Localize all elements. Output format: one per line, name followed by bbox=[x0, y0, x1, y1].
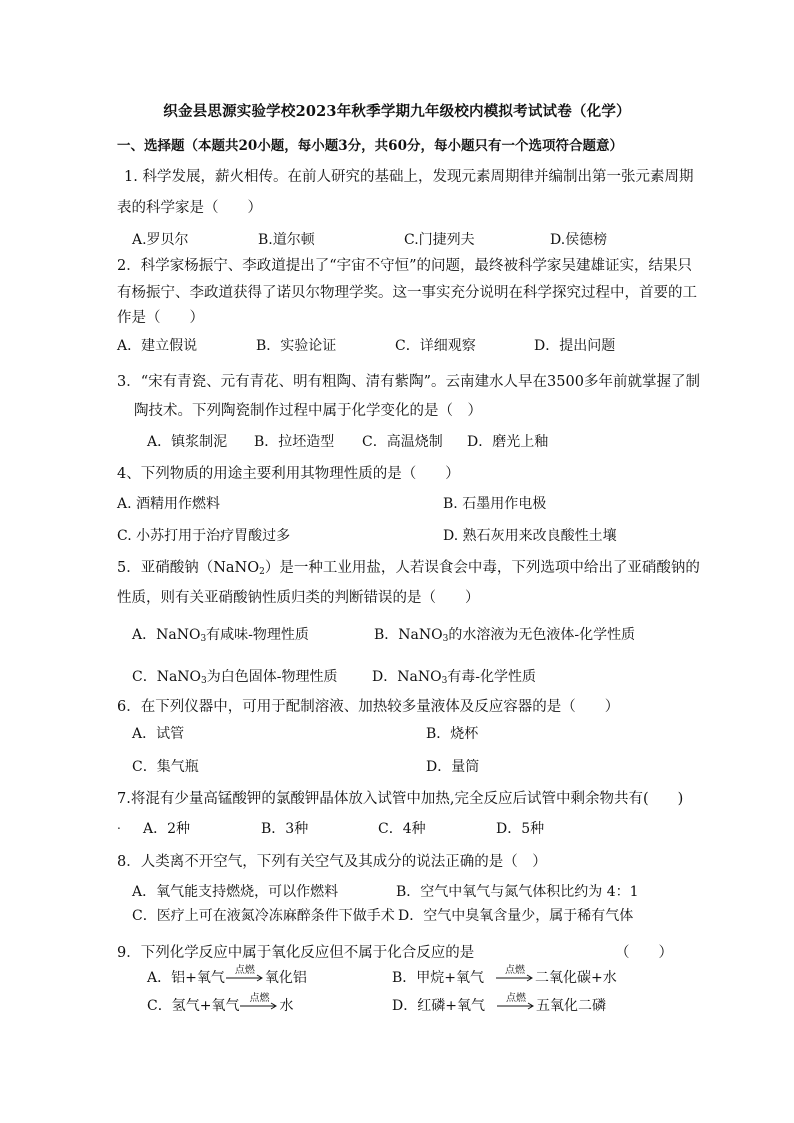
q3-option-b: B．拉坯造型 bbox=[254, 434, 335, 450]
q2-option-a: A．建立假说 bbox=[117, 338, 198, 354]
q9-option-b: B．甲烷+氧气 点燃 二氧化碳+水 bbox=[392, 965, 617, 986]
q2-option-b: B．实验论证 bbox=[256, 338, 337, 354]
q1-option-c: C.门捷列夫 bbox=[404, 232, 475, 248]
q5-option-c: C．NaNO$_3$为白色固体-物理性质 bbox=[132, 669, 338, 686]
q8-option-c: C．医疗上可在液氮冷冻麻醉条件下做手术 bbox=[132, 908, 395, 924]
q4-option-c: C. 小苏打用于治疗胃酸过多 bbox=[117, 528, 291, 544]
q1-option-b: B.道尔顿 bbox=[258, 232, 315, 248]
exam-title: 织金县思源实验学校2023年秋季学期九年级校内模拟考试试卷（化学） bbox=[163, 103, 631, 120]
q2-option-d: D．提出问题 bbox=[534, 338, 616, 354]
reaction-arrow: 点燃 bbox=[226, 970, 264, 984]
q6-option-c: C．集气瓶 bbox=[132, 759, 199, 775]
q5-line-2: 性质，则有关亚硝酸钠性质归类的判断错误的是（ ） bbox=[117, 590, 480, 606]
q7-option-b: B．3种 bbox=[261, 821, 309, 837]
q4-option-a: A. 酒精用作燃料 bbox=[117, 496, 221, 512]
q6-line-1: 6．在下列仪器中，可用于配制溶液、加热较多量液体及反应容器的是（ ） bbox=[117, 699, 620, 715]
q1-option-d: D.侯德榜 bbox=[550, 232, 608, 248]
q8-option-d: D．空气中臭氧含量少，属于稀有气体 bbox=[398, 908, 634, 924]
q4-option-b: B. 石墨用作电极 bbox=[443, 496, 547, 512]
q7-option-c: C．4种 bbox=[378, 821, 426, 837]
reaction-arrow: 点燃 bbox=[497, 998, 535, 1012]
stray-mark: . bbox=[117, 818, 121, 832]
reaction-arrow: 点燃 bbox=[496, 970, 534, 984]
q5-option-a: A．NaNO$_3$有咸味-物理性质 bbox=[132, 627, 309, 644]
q5-option-d: D．NaNO$_3$有毒-化学性质 bbox=[372, 669, 537, 686]
q9-option-d: D．红磷+氧气 点燃 五氧化二磷 bbox=[392, 993, 606, 1014]
q7-line-1: 7.将混有少量高锰酸钾的氯酸钾晶体放入试管中加热,完全反应后试管中剩余物共有( ) bbox=[117, 791, 684, 807]
q1-line-1: 1. 科学发展，薪火相传。在前人研究的基础上，发现元素周期律并编制出第一张元素周期 bbox=[124, 169, 694, 185]
q2-line-1: 2．科学家杨振宁、李政道提出了“宇宙不守恒”的问题，最终被科学家吴建雄证实，结果只 bbox=[117, 258, 693, 274]
q3-option-c: C．高温烧制 bbox=[362, 434, 443, 450]
q4-line-1: 4、下列物质的用途主要利用其物理性质的是（ ） bbox=[117, 466, 460, 482]
q5-line-1: 5．亚硝酸钠（NaNO$_2$）是一种工业用盐，人若误食会中毒，下列选项中给出了亚硝酸钠的 bbox=[117, 560, 700, 577]
q8-option-b: B．空气中氧气与氮气体积比约为 4：1 bbox=[396, 884, 639, 900]
q5-option-b: B．NaNO$_3$的水溶液为无色液体-化学性质 bbox=[374, 627, 636, 644]
q9-option-c: C．氢气+氧气 点燃 水 bbox=[147, 993, 294, 1014]
q3-line-2: 陶技术。下列陶瓷制作过程中属于化学变化的是（ ） bbox=[134, 403, 482, 419]
q9-answer-bracket: （ ） bbox=[615, 945, 673, 961]
q8-option-a: A．氧气能支持燃烧，可以作燃料 bbox=[132, 884, 339, 900]
q9-line-1: 9．下列化学反应中属于氧化反应但不属于化合反应的是 bbox=[117, 945, 475, 961]
q4-option-d: D. 熟石灰用来改良酸性土壤 bbox=[443, 528, 617, 544]
q6-option-a: A．试管 bbox=[132, 726, 185, 742]
q3-line-1: 3．“宋有青瓷、元有青花、明有粗陶、清有紫陶”。云南建水人早在3500多年前就掌握了制 bbox=[117, 374, 700, 390]
q3-option-a: A．镇浆制泥 bbox=[147, 434, 228, 450]
reaction-arrow: 点燃 bbox=[240, 998, 278, 1012]
q7-option-a: A．2种 bbox=[143, 821, 191, 837]
q6-option-d: D．量筒 bbox=[426, 759, 480, 775]
q2-line-2: 有杨振宁、李政道获得了诺贝尔物理学奖。这一事实充分说明在科学探究过程中，首要的工 bbox=[117, 285, 697, 301]
q2-line-3: 作是（ ） bbox=[117, 310, 204, 326]
q1-option-a: A.罗贝尔 bbox=[132, 232, 189, 248]
q1-line-2: 表的科学家是（ ） bbox=[117, 200, 262, 216]
q6-option-b: B．烧杯 bbox=[426, 726, 479, 742]
q3-option-d: D．磨光上釉 bbox=[467, 434, 549, 450]
q9-option-a: A．铝+氧气 点燃 氧化铝 bbox=[147, 965, 307, 986]
q7-option-d: D．5种 bbox=[496, 821, 545, 837]
q2-option-c: C．详细观察 bbox=[395, 338, 476, 354]
section-heading: 一、选择题（本题共20小题，每小题3分，共60分，每小题只有一个选项符合题意） bbox=[117, 138, 623, 154]
q8-line-1: 8．人类离不开空气，下列有关空气及其成分的说法正确的是（ ） bbox=[117, 854, 547, 870]
